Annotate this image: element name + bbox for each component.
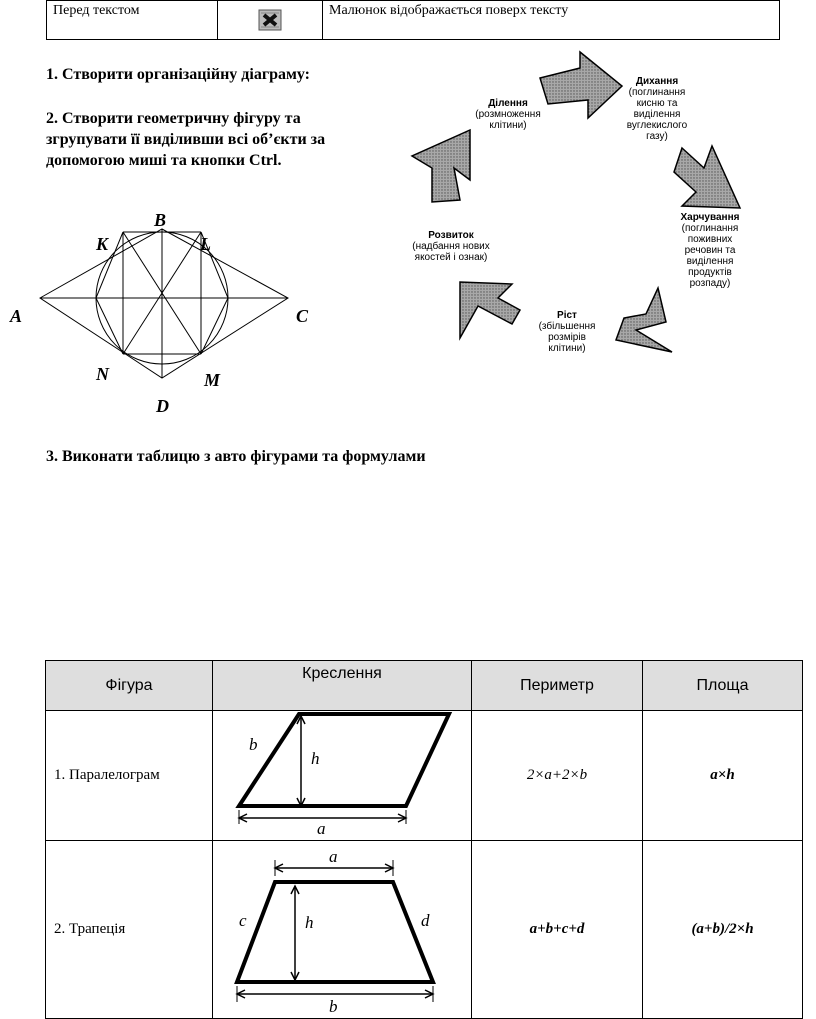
- picture-over-text-icon: [258, 9, 282, 31]
- height-label-h: h: [305, 912, 314, 932]
- vertex-label-l: L: [200, 234, 211, 254]
- parallelogram-drawing-cell: [213, 711, 472, 841]
- trapezoid-drawing: [213, 842, 469, 1018]
- header-perimeter: Периметр: [472, 661, 643, 711]
- top-base-label-a: a: [329, 846, 338, 866]
- perimeter-formula: a+b+c+d: [472, 841, 643, 1019]
- cycle-label-division: Ділення (розмноження клітини): [475, 98, 541, 131]
- header-drawing: Креслення: [213, 661, 472, 711]
- table-row: [46, 711, 803, 841]
- trapezoid-drawing-cell: [213, 841, 472, 1019]
- area-formula: (a+b)/2×h: [643, 841, 803, 1019]
- wrap-settings-table: [46, 0, 780, 40]
- side-label-b: b: [249, 734, 258, 754]
- arrow-bottom-right: [616, 288, 672, 352]
- table-row: [46, 841, 803, 1019]
- side-label-c: c: [239, 910, 247, 930]
- header-area: Площа: [643, 661, 803, 711]
- side-label-d: d: [421, 910, 430, 930]
- arrow-right-down: [674, 146, 740, 208]
- height-label-h: h: [311, 748, 320, 768]
- wrap-option-label: Перед текстом: [47, 1, 218, 40]
- vertex-label-k: K: [96, 234, 109, 254]
- area-formula: a×h: [643, 711, 803, 841]
- task-2-line-1: 2. Створити геометричну фігуру та: [46, 110, 301, 127]
- vertex-label-d: D: [156, 396, 169, 416]
- arrow-bottom-left: [460, 282, 520, 338]
- side-label-a: a: [317, 818, 326, 838]
- table-header-row: [46, 661, 803, 711]
- row-figure-name: 1. Паралелограм: [46, 711, 213, 841]
- header-figure: Фігура: [46, 661, 213, 711]
- task-2-line-3: допомогою миші та кнопки Ctrl.: [46, 152, 282, 169]
- vertex-label-c: C: [296, 306, 309, 326]
- arrow-top-left: [412, 130, 470, 202]
- row-figure-name: 2. Трапеція: [46, 841, 213, 1019]
- vertex-label-m: M: [204, 370, 221, 390]
- wrap-option-description: Малюнок відображається поверх тексту: [323, 1, 780, 40]
- task-3-heading: 3. Виконати таблицю з авто фігурами та формулами: [46, 448, 426, 465]
- rhombus-circle-figure: [0, 200, 340, 430]
- wrap-icon-cell: [218, 1, 323, 40]
- cycle-label-nutrition: Харчування (поглинання поживних речовин та виділення продуктів розпаду): [680, 212, 740, 289]
- vertex-label-a: A: [10, 306, 23, 326]
- vertex-label-n: N: [96, 364, 109, 384]
- bottom-base-label-b: b: [329, 996, 338, 1016]
- cycle-label-growth: Ріст (збільшення розмірів клітини): [538, 310, 596, 354]
- cycle-label-development: Розвиток (надбання нових якостей і ознак): [412, 230, 490, 263]
- task-2-line-2: згрупувати її виділивши всі об’єкти за: [46, 131, 326, 148]
- cycle-label-breathing: Дихання (поглинання кисню та виділення вуглекислого газу): [626, 76, 688, 142]
- vertex-label-b: B: [154, 210, 167, 230]
- perimeter-formula: 2×a+2×b: [472, 711, 643, 841]
- task-1-heading: 1. Створити організаційну діаграму:: [46, 66, 311, 83]
- parallelogram-drawing: [213, 712, 469, 840]
- figures-table: [45, 660, 803, 1019]
